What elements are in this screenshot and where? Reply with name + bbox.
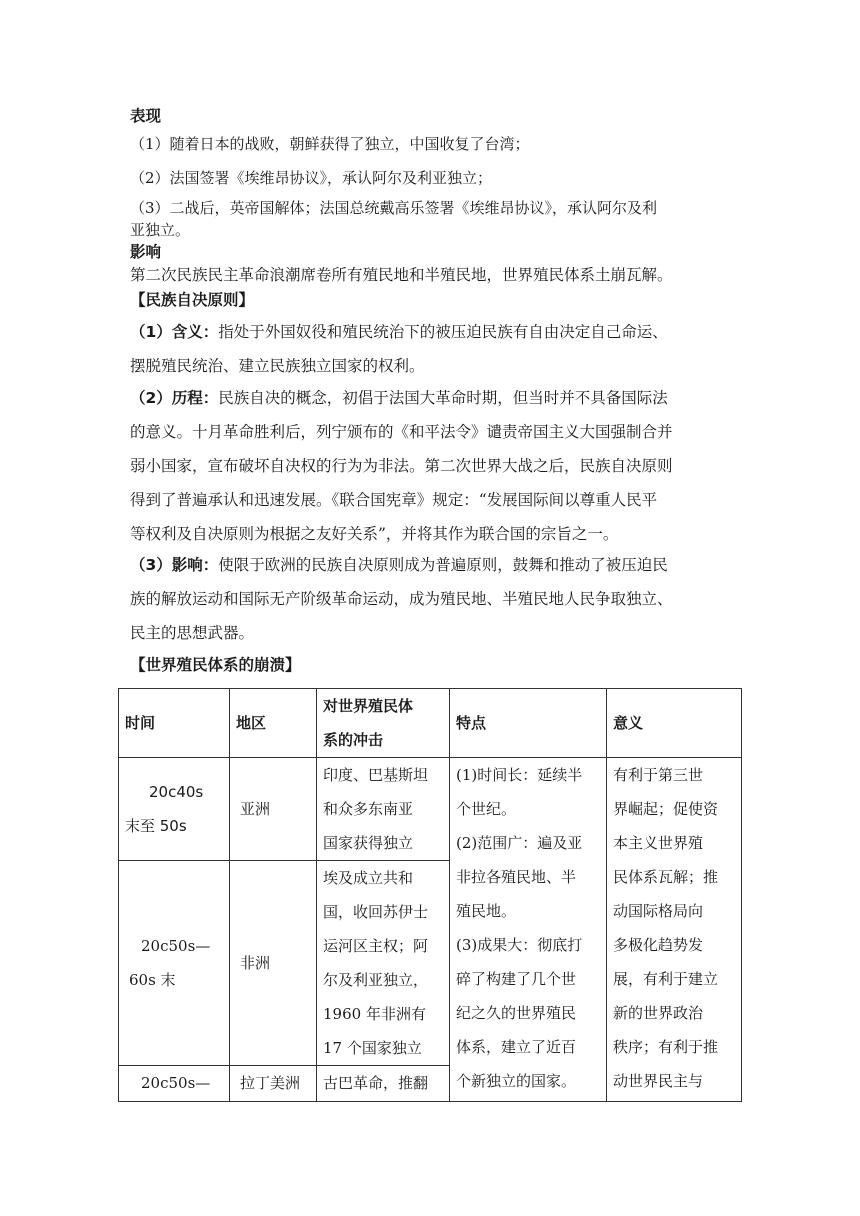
row-asia-time-l2: 末至 50s bbox=[125, 817, 187, 835]
meaning-line-2: 摆脱殖民统治、建立民族独立国家的权利。 bbox=[130, 357, 425, 375]
row-latam-time bbox=[119, 1066, 230, 1102]
significance-line: 秩序；有利于推 bbox=[613, 1038, 719, 1056]
significance-cell bbox=[607, 758, 742, 1102]
influence-text: 第二次民族民主革命浪潮席卷所有殖民地和半殖民地，世界殖民体系土崩瓦解。 bbox=[130, 266, 673, 284]
history-line-5: 等权利及自决原则为根据之友好关系”，并将其作为联合国的宗旨之一。 bbox=[130, 525, 619, 543]
impact-line-2: 族的解放运动和国际无产阶级革命运动，成为殖民地、半殖民地人民争取独立、 bbox=[130, 590, 673, 608]
table-row bbox=[119, 758, 742, 861]
history-line-1: 民族自决的概念，初倡于法国大革命时期，但当时并不具备国际法 bbox=[218, 389, 668, 407]
row-asia-impact-l1: 印度、巴基斯坦 bbox=[323, 766, 429, 784]
table-header-row bbox=[119, 689, 742, 758]
history-line-2: 的意义。十月革命胜利后，列宁颁布的《和平法令》谴责帝国主义大国强制合并 bbox=[130, 423, 673, 441]
header-features: 特点 bbox=[450, 689, 607, 758]
row-asia-time bbox=[119, 758, 230, 861]
significance-line: 动世界民主与 bbox=[613, 1072, 704, 1090]
features-line: (2)范围广：遍及亚 bbox=[456, 834, 583, 852]
colonial-collapse-table bbox=[118, 688, 742, 1102]
row-africa-impact-l4: 尔及利亚独立， bbox=[323, 971, 429, 989]
row-asia-region: 亚洲 bbox=[230, 758, 317, 861]
significance-line: 新的世界政治 bbox=[613, 1004, 704, 1022]
row-asia-time-l1: 20c40s bbox=[149, 783, 204, 801]
features-line: 纪之久的世界殖民 bbox=[456, 1004, 577, 1022]
features-line: 殖民地。 bbox=[456, 902, 517, 920]
performance-item-3: （3）二战后，英帝国解体；法国总统戴高乐签署《埃维昂协议》，承认阿尔及利 bbox=[130, 199, 658, 217]
performance-item-1: （1）随着日本的战败，朝鲜获得了独立，中国收复了台湾； bbox=[130, 135, 530, 153]
performance-item-3-cont: 亚独立。 bbox=[130, 221, 191, 239]
significance-line: 本主义世界殖 bbox=[613, 834, 704, 852]
collapse-title: 【世界殖民体系的崩溃】 bbox=[130, 656, 301, 674]
row-latam-time-l1: 20c50s— bbox=[141, 1074, 211, 1092]
row-africa-impact-l5: 1960 年非洲有 bbox=[323, 1005, 426, 1023]
history-paragraph bbox=[130, 381, 673, 551]
section-heading-performance: 表现 bbox=[130, 107, 162, 125]
significance-line: 民体系瓦解；推 bbox=[613, 868, 719, 886]
features-line: 个新独立的国家。 bbox=[456, 1072, 577, 1090]
row-africa-region: 非洲 bbox=[230, 861, 317, 1066]
row-asia-impact-l2: 和众多东南亚 bbox=[323, 800, 414, 818]
significance-line: 界崛起；促使资 bbox=[613, 800, 719, 818]
header-time: 时间 bbox=[119, 689, 230, 758]
row-africa-impact-l1: 埃及成立共和 bbox=[323, 869, 414, 887]
meaning-paragraph bbox=[130, 315, 668, 383]
meaning-label: （1）含义： bbox=[130, 323, 219, 341]
history-line-3: 弱小国家，宣布破坏自决权的行为为非法。第二次世界大战之后，民族自决原则 bbox=[130, 457, 673, 475]
significance-line: 展，有利于建立 bbox=[613, 970, 719, 988]
row-latam-region: 拉丁美洲 bbox=[230, 1066, 317, 1102]
self-determination-title: 【民族自决原则】 bbox=[130, 291, 255, 309]
row-asia-impact bbox=[317, 758, 450, 861]
row-latam-impact bbox=[317, 1066, 450, 1102]
features-line: (1)时间长：延续半 bbox=[456, 766, 583, 784]
features-cell bbox=[450, 758, 607, 1102]
features-line: (3)成果大：彻底打 bbox=[456, 936, 583, 954]
header-significance: 意义 bbox=[607, 689, 742, 758]
features-line: 体系，建立了近百 bbox=[456, 1038, 577, 1056]
significance-line: 动国际格局向 bbox=[613, 902, 704, 920]
features-line: 非拉各殖民地、半 bbox=[456, 868, 577, 886]
row-asia-impact-l3: 国家获得独立 bbox=[323, 834, 414, 852]
impact-line-1: 使限于欧洲的民族自决原则成为普遍原则，鼓舞和推动了被压迫民 bbox=[218, 556, 668, 574]
row-latam-impact-l1: 古巴革命，推翻 bbox=[323, 1074, 429, 1092]
features-line: 个世纪。 bbox=[456, 800, 517, 818]
row-africa-impact-l6: 17 个国家独立 bbox=[323, 1039, 422, 1057]
row-africa-time-l2: 60s 末 bbox=[129, 971, 176, 989]
features-line: 碎了构建了几个世 bbox=[456, 970, 577, 988]
significance-line: 多极化趋势发 bbox=[613, 936, 704, 954]
significance-line: 有利于第三世 bbox=[613, 766, 704, 784]
impact-line-3: 民主的思想武器。 bbox=[130, 624, 255, 642]
header-region: 地区 bbox=[230, 689, 317, 758]
header-impact-line-2: 系的冲击 bbox=[323, 731, 384, 749]
row-africa-time bbox=[119, 861, 230, 1066]
history-label: （2）历程： bbox=[130, 389, 219, 407]
row-africa-impact-l2: 国，收回苏伊士 bbox=[323, 903, 429, 921]
row-africa-impact-l3: 运河区主权；阿 bbox=[323, 937, 429, 955]
header-impact-line-1: 对世界殖民体 bbox=[323, 697, 414, 715]
row-africa-time-l1: 20c50s— bbox=[141, 937, 211, 955]
row-africa-impact bbox=[317, 861, 450, 1066]
impact-paragraph bbox=[130, 548, 673, 650]
section-heading-influence: 影响 bbox=[130, 243, 162, 261]
performance-item-2: （2）法国签署《埃维昂协议》，承认阿尔及利亚独立； bbox=[130, 169, 493, 187]
header-impact bbox=[317, 689, 450, 758]
history-line-4: 得到了普遍承认和迅速发展。《联合国宪章》规定：“发展国际间以尊重人民平 bbox=[130, 491, 658, 509]
impact-label: （3）影响： bbox=[130, 556, 219, 574]
meaning-line-1: 指处于外国奴役和殖民统治下的被压迫民族有自由决定自己命运、 bbox=[218, 323, 668, 341]
